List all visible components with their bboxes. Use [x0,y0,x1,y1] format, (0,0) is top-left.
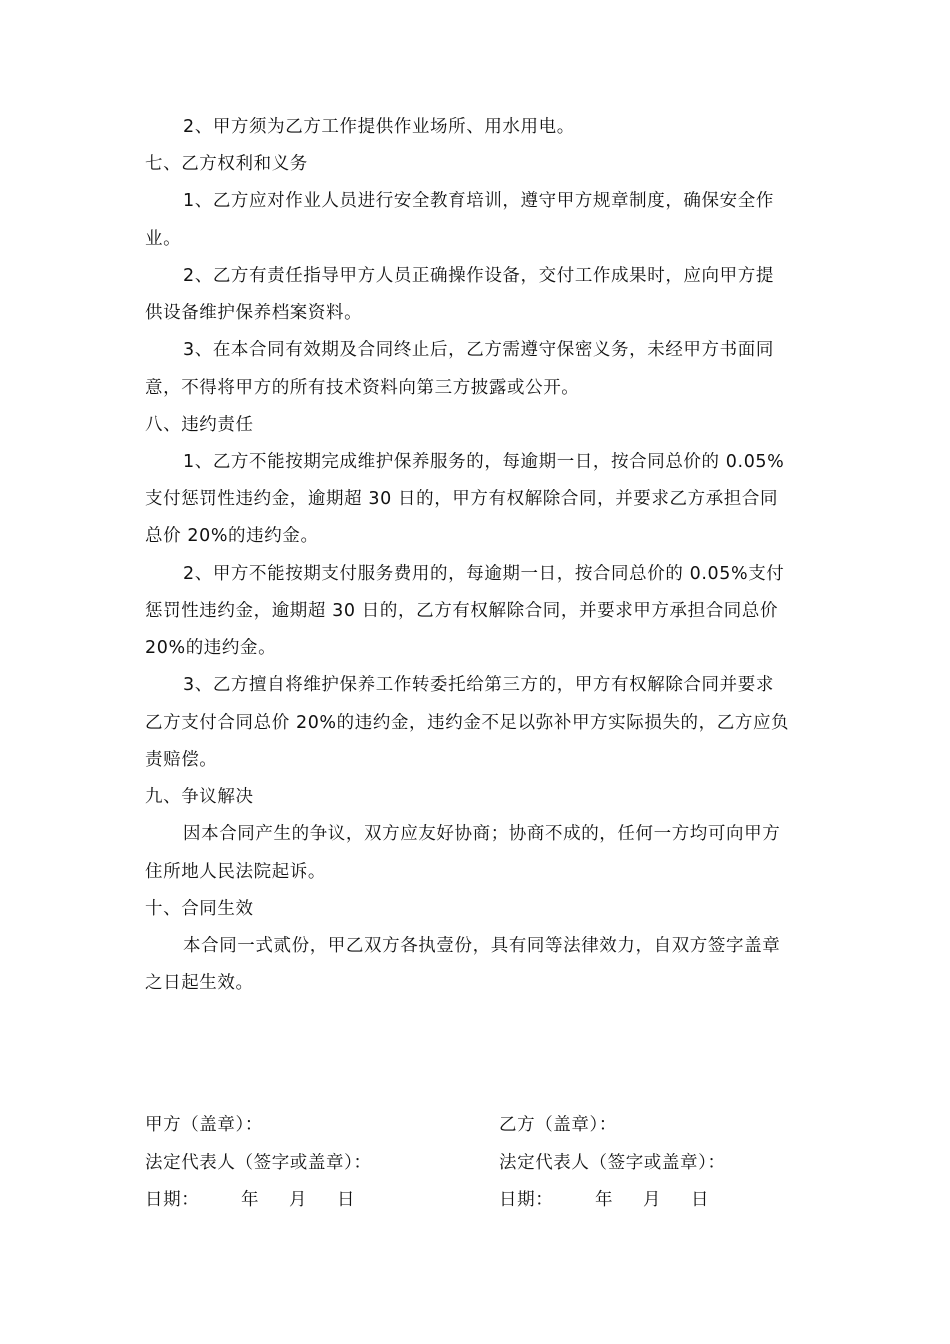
party-a-seal-label: 甲方（盖章）： [145,1115,263,1135]
party-b-date-row [499,1188,739,1212]
clause-8-item-1-line-3: 总价 20%的违约金。 [145,526,319,546]
clause-8-item-3-line-2: 乙方支付合同总价 20%的违约金，违约金不足以弥补甲方实际损失的，乙方应负 [145,713,790,733]
party-b-seal-label: 乙方（盖章）： [499,1115,617,1135]
clause-7-item-2-line-2: 供设备维护保养档案资料。 [145,303,363,323]
party-b-representative-label: 法定代表人（签字或盖章）： [499,1153,726,1173]
section-10-heading: 十、合同生效 [145,899,254,919]
party-a-representative-label: 法定代表人（签字或盖章）： [145,1153,372,1173]
clause-7-item-3-line-1: 3、在本合同有效期及合同终止后，乙方需遵守保密义务，未经甲方书面同 [183,340,774,360]
clause-9-line-1: 因本合同产生的争议，双方应友好协商；协商不成的，任何一方均可向甲方 [183,824,781,844]
section-8-heading: 八、违约责任 [145,415,254,435]
clause-8-item-3-line-1: 3、乙方擅自将维护保养工作转委托给第三方的，甲方有权解除合同并要求 [183,675,774,695]
clause-8-item-2-line-3: 20%的违约金。 [145,638,277,658]
section-9-heading: 九、争议解决 [145,787,254,807]
clause-8-item-2-line-2: 惩罚性违约金，逾期超 30 日的，乙方有权解除合同，并要求甲方承担合同总价 [145,601,779,621]
party-b-year-label: 年 [595,1190,614,1210]
clause-10-line-2: 之日起生效。 [145,973,254,993]
party-a-day-label: 日 [337,1190,356,1210]
party-b-day-label: 日 [691,1190,710,1210]
party-a-month-label: 月 [289,1190,308,1210]
clause-6-item-2: 2、甲方须为乙方工作提供作业场所、用水用电。 [183,117,575,137]
party-b-month-label: 月 [643,1190,662,1210]
clause-8-item-1-line-2: 支付惩罚性违约金，逾期超 30 日的，甲方有权解除合同，并要求乙方承担合同 [145,489,779,509]
clause-7-item-1-line-1: 1、乙方应对作业人员进行安全教育培训，遵守甲方规章制度，确保安全作 [183,191,774,211]
clause-7-item-2-line-1: 2、乙方有责任指导甲方人员正确操作设备，交付工作成果时，应向甲方提 [183,266,774,286]
clause-7-item-3-line-2: 意，不得将甲方的所有技术资料向第三方披露或公开。 [145,378,580,398]
party-a-date-label: 日期： [145,1190,200,1210]
clause-8-item-1-line-1: 1、乙方不能按期完成维护保养服务的，每逾期一日，按合同总价的 0.05% [183,452,785,472]
clause-9-line-2: 住所地人民法院起诉。 [145,862,326,882]
clause-8-item-3-line-3: 责赔偿。 [145,750,218,770]
clause-7-item-1-line-2: 业。 [145,229,182,249]
clause-10-line-1: 本合同一式贰份，甲乙双方各执壹份，具有同等法律效力，自双方签字盖章 [183,936,781,956]
party-a-date-row [145,1188,385,1212]
party-b-date-label: 日期： [499,1190,554,1210]
section-7-heading: 七、乙方权利和义务 [145,154,308,174]
party-a-year-label: 年 [241,1190,260,1210]
clause-8-item-2-line-1: 2、甲方不能按期支付服务费用的，每逾期一日，按合同总价的 0.05%支付 [183,564,785,584]
